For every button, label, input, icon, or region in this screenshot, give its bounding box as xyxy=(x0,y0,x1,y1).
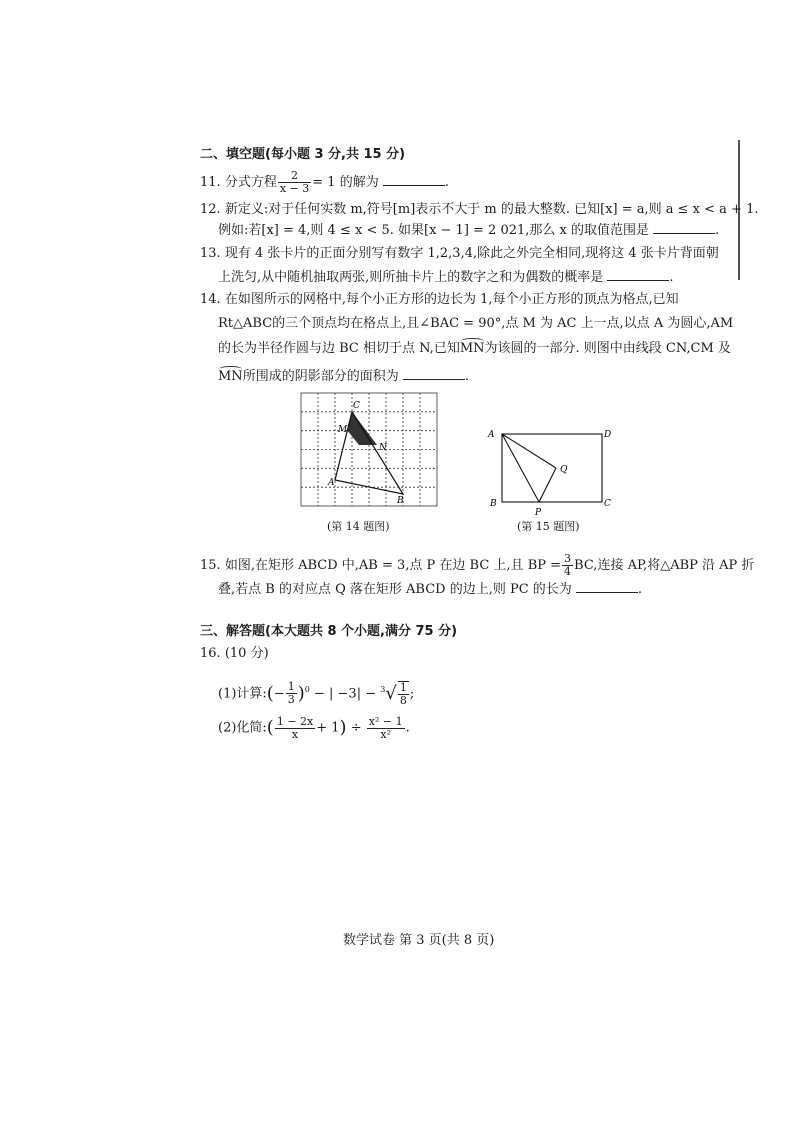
label-M: M xyxy=(338,425,348,435)
figure-14-grid xyxy=(298,390,448,510)
q16-p2-fraction2: $\frac{\text{x² − 1}}{\text{x²}}$ xyxy=(368,714,403,741)
q11-fraction: $\frac{2}{x - 3}$ xyxy=(279,169,310,195)
q16-score: (10 分) xyxy=(224,646,269,661)
q13-number: 13. xyxy=(200,246,221,261)
label-Q: Q xyxy=(560,465,568,475)
q11-number: 11. xyxy=(200,175,221,190)
question-13-line1 xyxy=(200,245,719,263)
question-15-line2: 叠,若点 B 的对应点 Q 落在矩形 ABCD 的边上,则 PC 的长为 . xyxy=(218,582,643,597)
question-12-line1 xyxy=(200,201,758,219)
rectangle-abcd xyxy=(502,434,602,502)
label-A: A xyxy=(328,478,335,488)
q16-p2-fraction1: $\frac{1 - 2x}{x}$ xyxy=(276,714,314,741)
q16-p1-root-fraction: $\frac{1}{8}$ xyxy=(399,680,407,707)
q11-text-after: = 1 的解为 xyxy=(312,175,379,190)
q15-answer-blank[interactable] xyxy=(576,580,638,593)
q15-fraction: $\frac{3}{4}$ xyxy=(564,552,572,578)
question-14-line4: MN所围成的阴影部分的面积为 . xyxy=(218,369,469,384)
section-3-header: 三、解答题(本大题共 8 个小题,满分 75 分) xyxy=(200,624,458,639)
label-P: P xyxy=(535,508,542,517)
label-N: N xyxy=(379,443,387,453)
q12-text-line1: 新定义:对于任何实数 m,符号[m]表示不大于 m 的最大整数. 已知[x] = a,则 a ≤ x < a + 1. xyxy=(224,202,759,217)
label-B: B xyxy=(490,499,497,509)
question-16 xyxy=(200,645,269,663)
q12-number: 12. xyxy=(200,202,221,217)
q14-answer-blank[interactable] xyxy=(403,367,465,380)
question-14-line3: 的长为半径作圆与边 BC 相切于点 N,已知MN为该圆的一部分. 则图中由线段 CN,CM 及 xyxy=(218,341,731,356)
q16-p1-fraction: $\frac{1}{3}$ xyxy=(287,680,295,707)
arc-mn: MN xyxy=(459,341,485,356)
q14-text-line2: Rt△ABC的三个顶点均在格点上,且∠BAC = 90°,点 M 为 AC 上一点,以点 A 为圆心,AM xyxy=(218,316,734,331)
radical-sign: √ xyxy=(385,682,397,704)
q14-number: 14. xyxy=(200,292,221,307)
q16-number: 16. xyxy=(200,646,221,661)
label-C: C xyxy=(604,499,611,509)
q13-text-line2: 上洗匀,从中随机抽取两张,则所抽卡片上的数字之和为偶数的概率是 xyxy=(218,270,604,285)
figure-14-caption: (第 14 题图) xyxy=(327,520,390,533)
label-A: A xyxy=(488,430,495,440)
q15-number: 15. xyxy=(200,558,221,573)
question-11: 11. 分式方程 $\frac{2}{x - 3}$ = 1 的解为 . xyxy=(200,169,449,195)
q12-text-line2: 例如:若[x] = 4,则 4 ≤ x < 5. 如果[x − 1] = 2 021,那么 x 的取值范围是 xyxy=(218,223,650,238)
label-C: C xyxy=(353,401,360,411)
section-2-header: 二、填空题(每小题 3 分,共 15 分) xyxy=(200,147,406,162)
q11-answer-blank[interactable] xyxy=(383,173,445,186)
question-14-line2 xyxy=(218,315,733,333)
question-15-line1: 15. 如图,在矩形 ABCD 中,AB = 3,点 P 在边 BC 上,且 BP = $\frac{3}{4}$ BC,连接 AP,将△ABP 沿 AP 折 xyxy=(200,552,755,578)
q13-text-line1: 现有 4 张卡片的正面分别写有数字 1,2,3,4,除此之外完全相同,现将这 4 张卡片背面朝 xyxy=(224,246,719,261)
figure-15-caption: (第 15 题图) xyxy=(517,520,580,533)
arc-mn-2: MN xyxy=(218,369,243,384)
label-B: B xyxy=(397,496,404,506)
q11-text: 分式方程 xyxy=(224,175,277,190)
label-D: D xyxy=(604,430,612,440)
q16-part2: (2)化简:( $\frac{1 - 2x}{x}$ + 1) ÷ $\frac{\text{x² − 1}}{\text{x²}}$ . xyxy=(218,714,410,741)
q13-answer-blank[interactable] xyxy=(607,268,669,281)
question-12-line2: 例如:若[x] = 4,则 4 ≤ x < 5. 如果[x − 1] = 2 021,那么 x 的取值范围是 . xyxy=(218,223,720,238)
q14-text-line1: 在如图所示的网格中,每个小正方形的边长为 1,每个小正方形的顶点为格点,已知 xyxy=(224,292,679,307)
question-14-line1 xyxy=(200,291,679,309)
q12-answer-blank[interactable] xyxy=(653,221,715,234)
q16-part1: (1)计算:(− $\frac{1}{3}$ )$^0$ − | −3| − $^3$√ $\frac{1}{8}$ ; xyxy=(218,680,415,707)
page-footer: 数学试卷 第 3 页(共 8 页) xyxy=(343,933,495,948)
root-index: 3 xyxy=(380,685,386,694)
question-13-line2: 上洗匀,从中随机抽取两张,则所抽卡片上的数字之和为偶数的概率是 . xyxy=(218,270,674,285)
figure-15-rectangle xyxy=(483,422,618,517)
